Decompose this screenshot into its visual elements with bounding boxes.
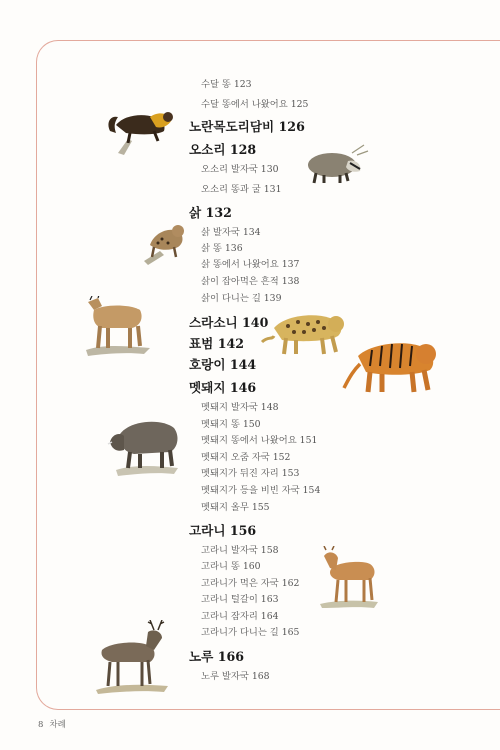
toc-entry: 멧돼지 올무 155	[201, 502, 270, 513]
toc-entry: 수달 똥 123	[201, 79, 252, 90]
leopard-cat-illustration	[140, 217, 190, 267]
toc-entry: 멧돼지가 등을 비빈 자국 154	[201, 485, 321, 496]
section-label: 차례	[49, 720, 66, 730]
toc-entry: 멧돼지 오줌 자국 152	[201, 452, 291, 463]
page-footer	[38, 718, 66, 730]
wild-boar-illustration	[106, 414, 182, 478]
toc-entry: 고라니 털갈이 163	[201, 594, 279, 605]
toc-heading: 삵 132	[189, 205, 232, 220]
toc-heading: 오소리 128	[189, 142, 257, 157]
toc-entry: 멧돼지 발자국 148	[201, 402, 279, 413]
tiger-illustration	[340, 336, 440, 400]
toc-entry: 삵이 잡아먹은 흔적 138	[201, 276, 300, 287]
toc-entry: 삵 똥 136	[201, 243, 243, 254]
toc-heading: 고라니 156	[189, 523, 257, 538]
toc-heading: 호랑이 144	[189, 357, 257, 372]
roe-deer-illustration	[92, 620, 172, 696]
toc-heading: 노루 166	[189, 649, 245, 664]
toc-entry: 고라니가 다니는 길 165	[201, 627, 300, 638]
toc-entry: 삵 발자국 134	[201, 227, 261, 238]
toc-heading: 멧돼지 146	[189, 380, 257, 395]
toc-heading: 표범 142	[189, 336, 245, 351]
toc-entry: 오소리 똥과 굴 131	[201, 184, 282, 195]
toc-entry: 고라니 잠자리 164	[201, 611, 279, 622]
toc-entry: 고라니 똥 160	[201, 561, 261, 572]
toc-entry: 삵 똥에서 나왔어요 137	[201, 259, 300, 270]
toc-entry: 노루 발자국 168	[201, 671, 270, 682]
leopard-illustration	[258, 306, 348, 362]
toc-entry: 수달 똥에서 나왔어요 125	[201, 99, 309, 110]
yellow-throated-marten-illustration	[104, 103, 184, 157]
page-number: 8	[38, 720, 44, 730]
toc-entry: 삵이 다니는 길 139	[201, 293, 282, 304]
toc-entry: 멧돼지 똥에서 나왔어요 151	[201, 435, 318, 446]
lynx-illustration	[84, 296, 154, 358]
toc-entry: 오소리 발자국 130	[201, 164, 279, 175]
toc-entry: 멧돼지 똥 150	[201, 419, 261, 430]
badger-illustration	[302, 143, 372, 191]
toc-entry: 고라니가 먹은 자국 162	[201, 578, 300, 589]
toc-heading: 스라소니 140	[189, 315, 269, 330]
toc-entry: 고라니 발자국 158	[201, 545, 279, 556]
water-deer-illustration	[318, 546, 380, 610]
toc-heading: 노란목도리담비 126	[189, 119, 305, 134]
toc-entry: 멧돼지가 뒤진 자리 153	[201, 468, 300, 479]
